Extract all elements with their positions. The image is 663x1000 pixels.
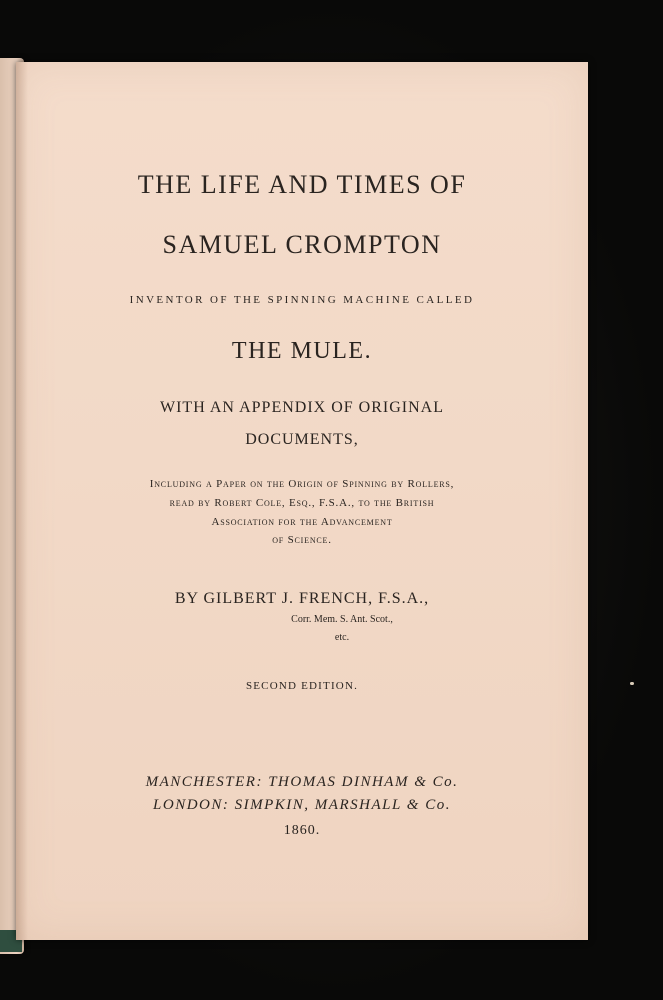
author-credential1: Corr. Mem. S. Ant. Scot., xyxy=(291,614,393,625)
appendix-line2: DOCUMENTS, xyxy=(245,431,359,448)
title-page xyxy=(16,62,588,940)
author-line: BY GILBERT J. FRENCH, F.S.A., xyxy=(174,590,430,607)
book-title-line2: SAMUEL CROMPTON xyxy=(162,230,442,259)
publisher-london: LONDON: SIMPKIN, MARSHALL & Co. xyxy=(153,797,451,813)
including-line3: Association for the Advancement xyxy=(211,516,393,528)
including-line2: read by Robert Cole, Esq., F.S.A., to the British xyxy=(169,497,435,509)
publisher-manchester: MANCHESTER: THOMAS DINHAM & Co. xyxy=(145,774,459,790)
appendix-line1: WITH AN APPENDIX OF ORIGINAL xyxy=(160,399,444,416)
inventor-subtitle: INVENTOR OF THE SPINNING MACHINE CALLED xyxy=(129,294,475,306)
dust-speck xyxy=(630,682,634,685)
machine-name: THE MULE. xyxy=(231,338,373,364)
book-title-line1: THE LIFE AND TIMES OF xyxy=(137,170,467,199)
including-line4: of Science. xyxy=(272,534,332,546)
publication-year: 1860. xyxy=(283,823,321,838)
including-line1: Including a Paper on the Origin of Spinning by Rollers, xyxy=(149,478,455,490)
author-credential2: etc. xyxy=(334,632,350,643)
edition-label: SECOND EDITION. xyxy=(245,680,359,692)
